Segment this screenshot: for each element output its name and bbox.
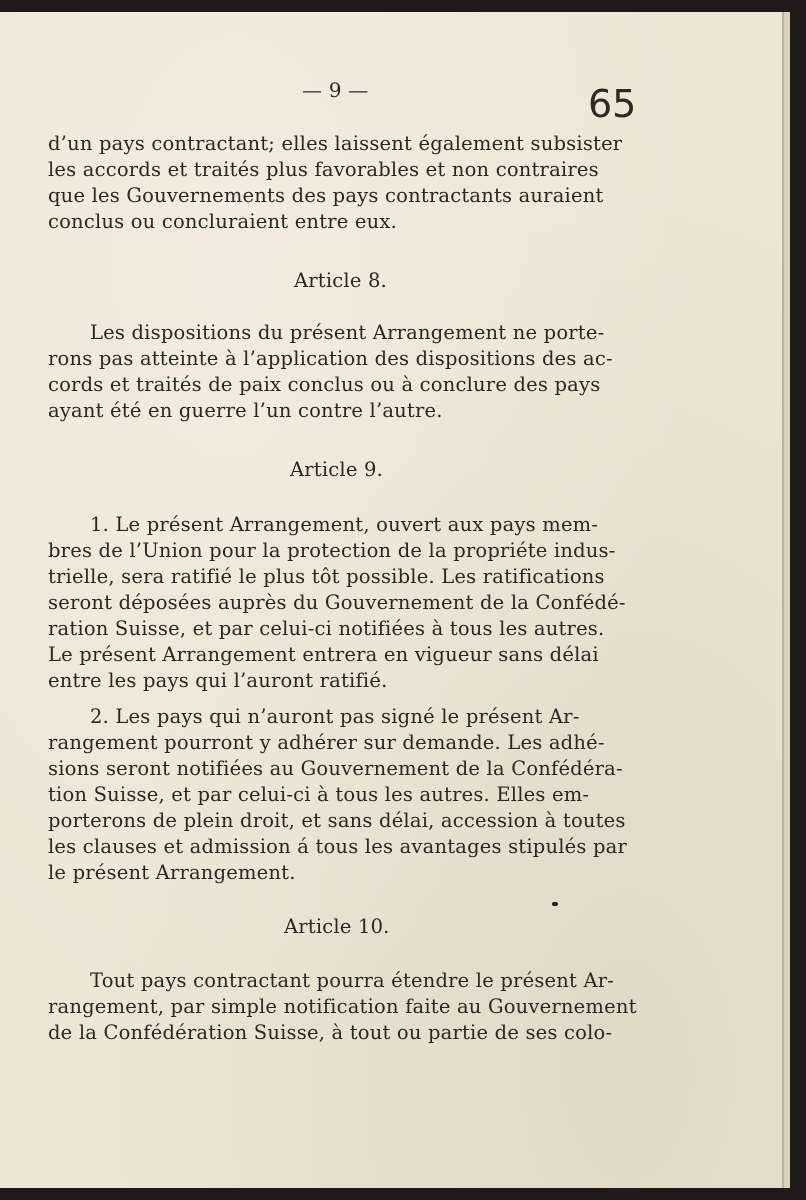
article-heading: Article 9. <box>290 458 383 481</box>
body-line: cords et traités de paix conclus ou à conclure des pays <box>48 373 601 396</box>
article-heading: Article 8. <box>294 269 387 292</box>
document-page <box>0 12 790 1188</box>
body-line: d’un pays contractant; elles laissent également subsister <box>48 132 623 155</box>
body-line: 2. Les pays qui n’auront pas signé le présent Ar- <box>90 705 580 728</box>
body-line: que les Gouvernements des pays contractants auraient <box>48 184 604 207</box>
folio: — 9 — <box>302 78 369 102</box>
body-line: entre les pays qui l’auront ratifié. <box>48 669 388 692</box>
ink-spot <box>552 902 558 906</box>
article-heading: Article 10. <box>284 915 390 938</box>
body-line: les accords et traités plus favorables et non contraires <box>48 158 599 181</box>
page-number: 65 <box>588 82 637 126</box>
body-line: rangement, par simple notification faite au Gouvernement <box>48 995 637 1018</box>
body-line: sions seront notifiées au Gouvernement de la Confédéra- <box>48 757 623 780</box>
body-line: Les dispositions du présent Arrangement ne porte- <box>90 321 605 344</box>
body-line: 1. Le présent Arrangement, ouvert aux pays mem- <box>90 513 599 536</box>
body-line: bres de l’Union pour la protection de la propriéte indus- <box>48 539 616 562</box>
body-line: les clauses et admission á tous les avantages stipulés par <box>48 835 628 858</box>
body-line: trielle, sera ratifié le plus tôt possible. Les ratifications <box>48 565 605 588</box>
body-line: le présent Arrangement. <box>48 861 296 884</box>
body-line: porterons de plein droit, et sans délai, accession à toutes <box>48 809 626 832</box>
body-line: Le présent Arrangement entrera en vigueur sans délai <box>48 643 599 666</box>
body-line: Tout pays contractant pourra étendre le présent Ar- <box>90 969 615 992</box>
body-line: de la Confédération Suisse, à tout ou partie de ses colo- <box>48 1021 613 1044</box>
body-line: rons pas atteinte à l’application des dispositions des ac- <box>48 347 613 370</box>
body-line: ayant été en guerre l’un contre l’autre. <box>48 399 443 422</box>
body-line: ration Suisse, et par celui-ci notifiées à tous les autres. <box>48 617 605 640</box>
body-line: conclus ou concluraient entre eux. <box>48 210 397 233</box>
body-line: seront déposées auprès du Gouvernement de la Confédé- <box>48 591 626 614</box>
body-line: rangement pourront y adhérer sur demande. Les adhé- <box>48 731 605 754</box>
body-line: tion Suisse, et par celui-ci à tous les autres. Elles em- <box>48 783 590 806</box>
